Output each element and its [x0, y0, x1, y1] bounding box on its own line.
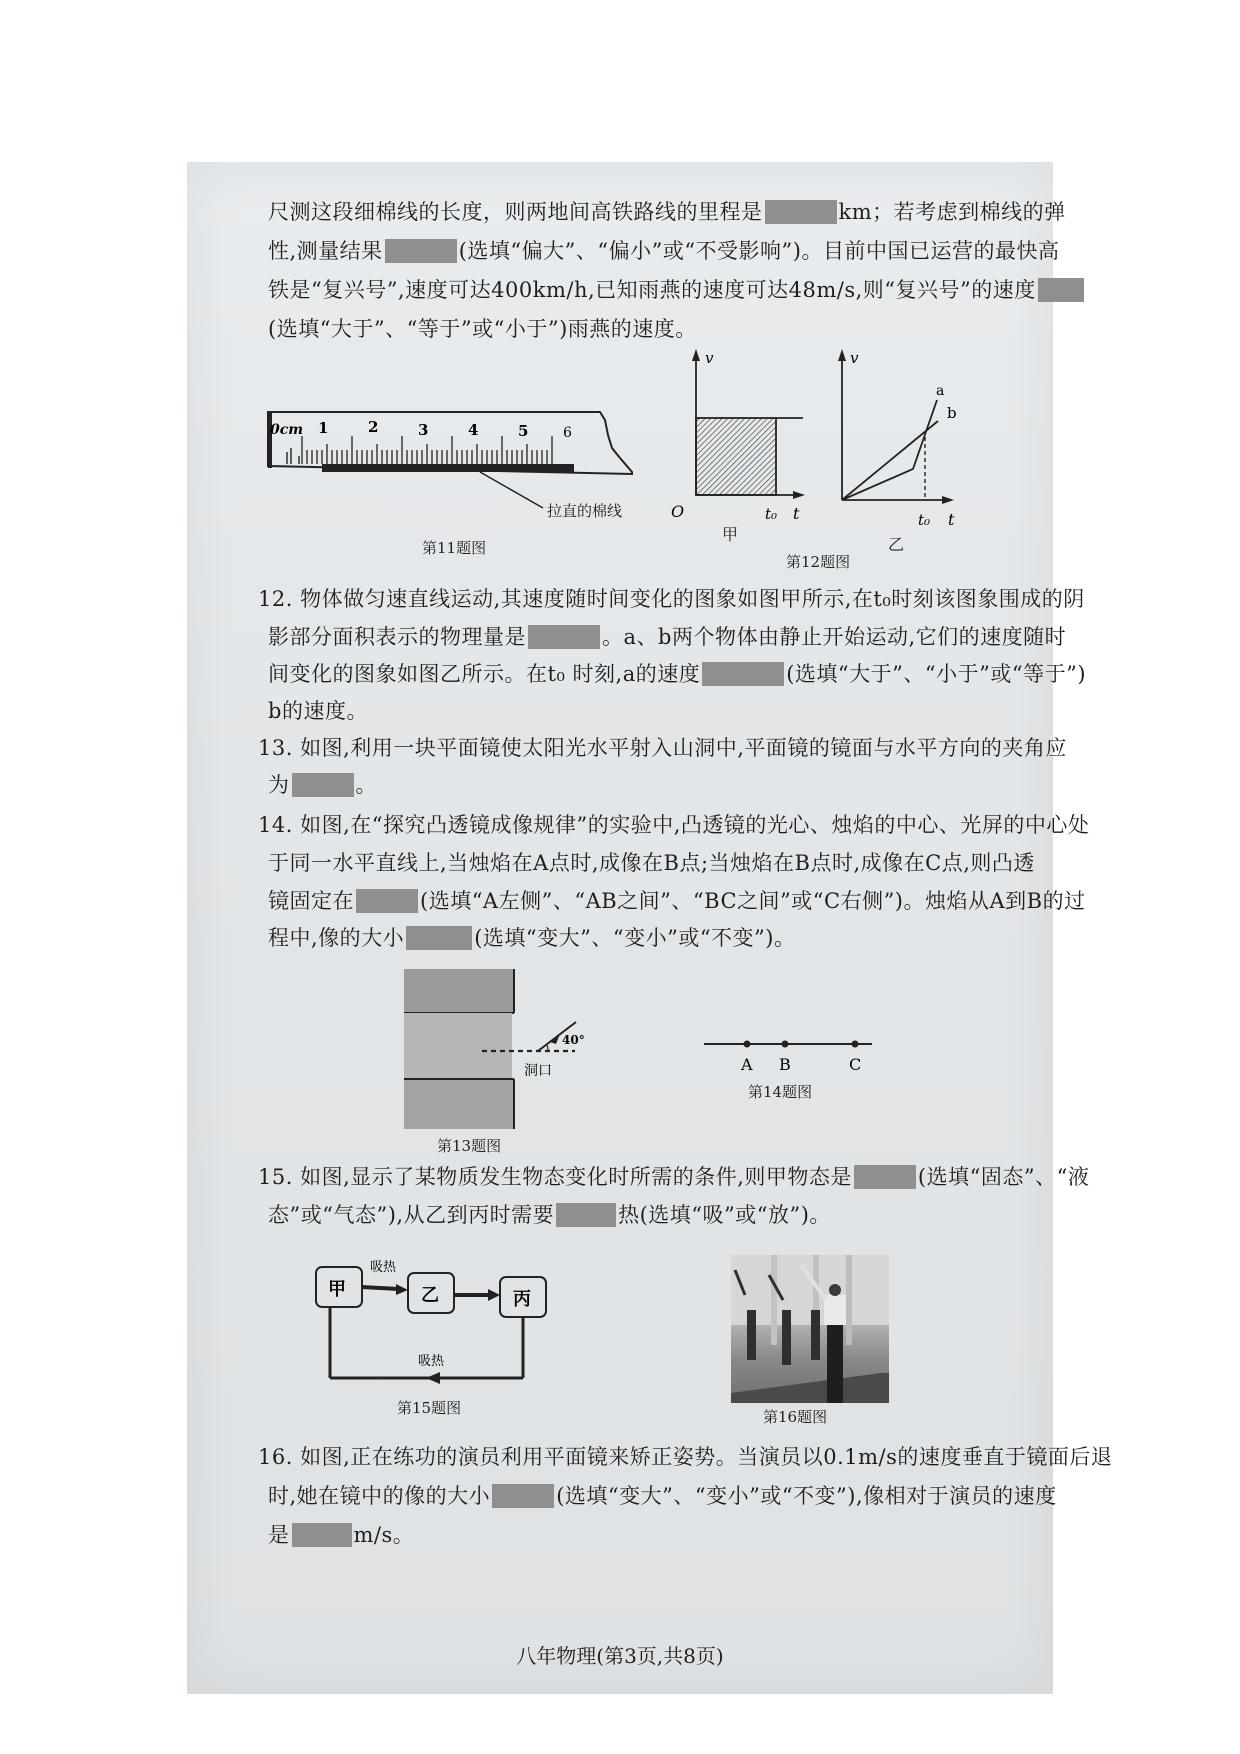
q14-line2	[268, 848, 1035, 878]
yi-label: 乙	[888, 535, 905, 554]
tick-label: 6	[563, 425, 572, 441]
text: (选填“变大”、“变小”或“不变”)。	[474, 926, 796, 950]
text: 15. 如图,显示了某物质发生物态变化时所需的条件,则甲物态是	[258, 1165, 852, 1189]
tick-label: 1	[318, 419, 329, 437]
answer-blank[interactable]	[1038, 278, 1084, 302]
text: km；若考虑到棉线的弹	[838, 200, 1066, 224]
text: 。	[355, 773, 377, 797]
text: (选填“大于”、“等于”或“小于”)雨燕的速度。	[268, 317, 697, 341]
fig11-caption: 第11题图	[422, 539, 487, 557]
text: (选填“大于”、“小于”或“等于”)	[786, 662, 1087, 686]
angle-label: 40°	[562, 1033, 585, 1047]
answer-blank[interactable]	[765, 200, 837, 224]
cave-mirror-figure	[400, 964, 600, 1134]
state-change-diagram	[300, 1255, 580, 1395]
q11-line4	[268, 314, 697, 344]
dancer-mirror-photo	[731, 1255, 889, 1403]
q14-line3	[268, 886, 1086, 916]
unit-label: 0cm	[270, 422, 304, 438]
text: 于同一水平直线上,当烛焰在A点时,成像在B点;当烛焰在B点时,成像在C点,则凸透	[268, 851, 1035, 875]
answer-blank[interactable]	[406, 926, 472, 950]
answer-blank[interactable]	[528, 625, 600, 649]
cave-mouth-label: 洞口	[524, 1063, 552, 1079]
q11-line3	[268, 275, 1086, 305]
fig12-caption: 第12题图	[786, 553, 851, 571]
q12-line2	[268, 622, 1066, 652]
fig13-caption: 第13题图	[437, 1137, 502, 1155]
tick-label: 4	[468, 421, 479, 439]
tick-label: 3	[418, 421, 429, 439]
velocity-time-graph-jia	[665, 345, 815, 525]
fig16-caption: 第16题图	[763, 1408, 828, 1426]
q12-line3	[268, 659, 1086, 689]
text: b的速度。	[268, 699, 368, 723]
text: m/s。	[353, 1523, 415, 1547]
answer-blank[interactable]	[492, 1484, 554, 1508]
tick-label: 2	[368, 418, 379, 436]
state-yi: 乙	[421, 1285, 439, 1306]
jia-label: 甲	[722, 525, 739, 544]
axis-label-v: v	[705, 349, 714, 367]
answer-blank[interactable]	[356, 889, 418, 913]
text: (选填“变大”、“变小”或“不变”),像相对于演员的速度	[556, 1484, 1057, 1508]
velocity-time-graph-yi	[830, 345, 970, 530]
absorb-heat-label: 吸热	[418, 1354, 445, 1369]
q16-line2	[268, 1481, 1057, 1511]
q13-line2	[268, 770, 377, 800]
line-b-label: b	[947, 404, 957, 422]
axis-label-v: v	[850, 349, 859, 367]
point-c-label: C	[849, 1055, 862, 1074]
text: 性,测量结果	[268, 239, 383, 263]
q13-line1	[258, 733, 1067, 763]
text: 程中,像的大小	[268, 926, 405, 950]
answer-blank[interactable]	[292, 1523, 352, 1547]
origin-label: O	[671, 502, 685, 521]
text: 态”或“气态”),从乙到丙时需要	[268, 1203, 555, 1227]
answer-blank[interactable]	[702, 662, 784, 686]
text: 铁是“复兴号”,速度可达400km/h,已知雨燕的速度可达48m/s,则“复兴号”的速度	[268, 278, 1036, 302]
text: 12. 物体做匀速直线运动,其速度随时间变化的图象如图甲所示,在t₀时刻该图象围成的阴	[258, 587, 1085, 611]
answer-blank[interactable]	[385, 239, 457, 263]
q15-line2	[268, 1200, 831, 1230]
thread-label: 拉直的棉线	[547, 502, 623, 520]
state-jia: 甲	[328, 1279, 346, 1300]
text: 为	[268, 773, 290, 797]
line-a-label: a	[936, 383, 945, 399]
text: (选填“A左侧”、“AB之间”、“BC之间”或“C右侧”)。烛焰从A到B的过	[420, 889, 1086, 913]
t0-label: t₀	[765, 505, 778, 523]
q16-line3	[268, 1520, 414, 1550]
axis-label-t: t	[948, 510, 955, 529]
answer-blank[interactable]	[292, 773, 354, 797]
q14-line1	[258, 810, 1089, 840]
text: 尺测这段细棉线的长度，则两地间高铁路线的里程是	[268, 200, 763, 224]
text: 时,她在镜中的像的大小	[268, 1484, 491, 1508]
text: 。a、b两个物体由静止开始运动,它们的速度随时	[602, 625, 1067, 649]
text: 13. 如图,利用一块平面镜使太阳光水平射入山洞中,平面镜的镜面与水平方向的夹角应	[258, 736, 1067, 760]
text: 影部分面积表示的物理量是	[268, 625, 526, 649]
text: 是	[268, 1523, 290, 1547]
text: (选填“固态”、“液	[917, 1165, 1090, 1189]
point-b-label: B	[779, 1055, 791, 1074]
q12-line1	[258, 584, 1085, 614]
text: (选填“偏大”、“偏小”或“不受影响”)。目前中国已运营的最快高	[458, 239, 1060, 263]
answer-blank[interactable]	[556, 1203, 616, 1227]
text: 14. 如图,在“探究凸透镜成像规律”的实验中,凸透镜的光心、烛焰的中心、光屏的中心处	[258, 813, 1090, 837]
page-footer: 八年物理(第3页,共8页)	[516, 1644, 724, 1668]
q11-line1	[268, 197, 1066, 227]
absorb-heat-label: 吸热	[370, 1260, 397, 1275]
tick-label: 5	[518, 422, 529, 440]
text: 镜固定在	[268, 889, 354, 913]
q16-line1	[258, 1442, 1112, 1472]
fig14-caption: 第14题图	[748, 1083, 813, 1101]
text: 热(选填“吸”或“放”)。	[618, 1203, 831, 1227]
state-bing: 丙	[513, 1289, 531, 1310]
q12-line4	[268, 696, 368, 726]
t0-label: t₀	[918, 511, 931, 529]
point-a-label: A	[741, 1055, 753, 1074]
answer-blank[interactable]	[854, 1165, 916, 1189]
q11-line2	[268, 236, 1060, 266]
q14-line4	[268, 923, 796, 953]
text: 间变化的图象如图乙所示。在t₀ 时刻,a的速度	[268, 662, 701, 686]
text: 16. 如图,正在练功的演员利用平面镜来矫正姿势。当演员以0.1m/s的速度垂直于镜面后退	[258, 1445, 1113, 1469]
fig15-caption: 第15题图	[397, 1399, 462, 1417]
axis-label-t: t	[793, 504, 800, 523]
lens-points-figure	[700, 1030, 920, 1080]
q15-line1	[258, 1162, 1089, 1192]
